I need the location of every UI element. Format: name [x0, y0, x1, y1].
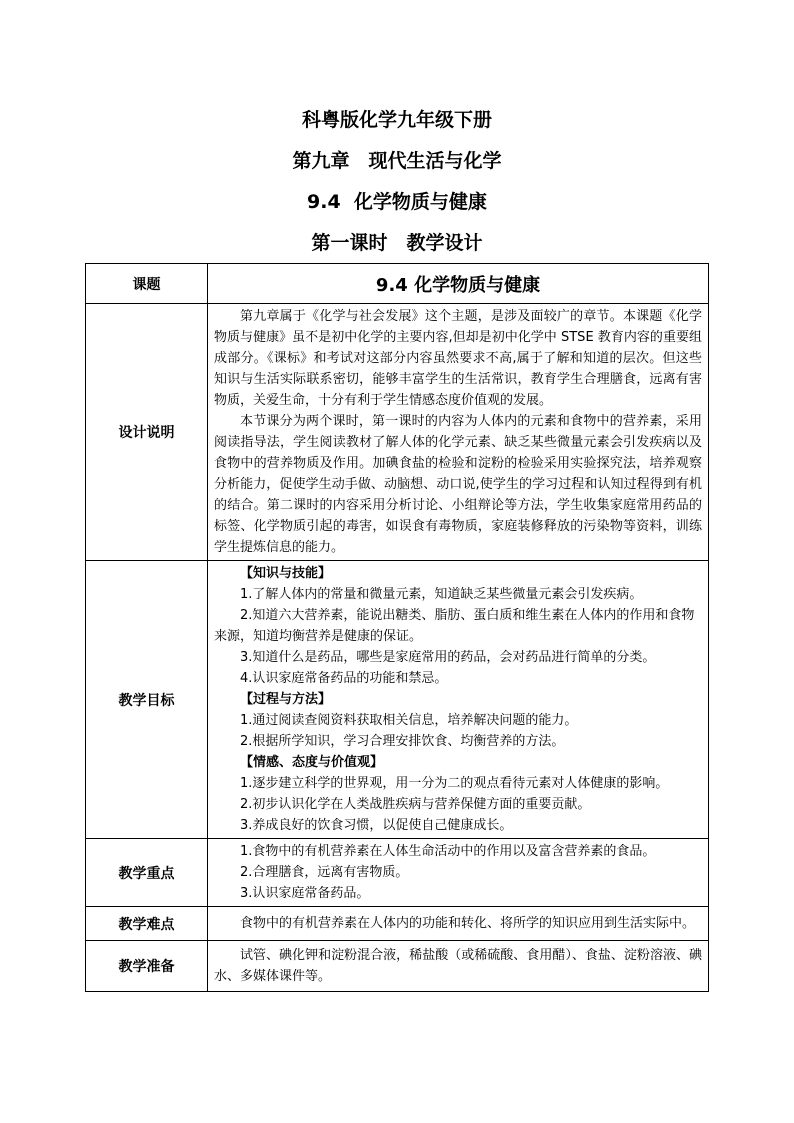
lesson-title: 第一课时 教学设计: [311, 232, 483, 254]
goal-item: 3.知道什么是药品，哪些是家庭常用的药品，会对药品进行简单的分类。: [240, 650, 656, 665]
goal-item: 2.初步认识化学在人类战胜疾病与营养保健方面的重要贡献。: [240, 797, 591, 812]
difficult-points-text: 食物中的有机营养素在人体内的功能和转化、将所学的知识应用到生活实际中。: [240, 916, 696, 931]
table-row-key-points: [86, 839, 709, 907]
goal-item: 1.了解人体内的常量和微量元素，知道缺乏某些微量元素会引发疾病。: [240, 587, 643, 602]
table-row-preparation: [86, 941, 709, 992]
row-label-key-points: 教学重点: [86, 839, 208, 907]
document-header: [0, 100, 794, 264]
goal-item: 1.通过阅读查阅资料获取相关信息，培养解决问题的能力。: [240, 713, 578, 728]
table-row-goals: [86, 561, 709, 839]
goal-item: 3.养成良好的饮食习惯，以促使自己健康成长。: [240, 818, 513, 833]
row-label-goals: 教学目标: [86, 561, 208, 839]
goals-content: [208, 561, 709, 839]
section-title: 9.4 化学物质与健康: [307, 191, 487, 213]
key-point-item: 3.认识家庭常备药品。: [240, 886, 370, 901]
book-title: 科粤版化学九年级下册: [301, 109, 492, 131]
lesson-plan-table: [85, 263, 709, 992]
key-point-item: 2.合理膳食，远离有害物质。: [240, 865, 409, 880]
row-label-topic: 课题: [86, 264, 208, 304]
row-label-design: 设计说明: [86, 304, 208, 561]
preparation-text: 试管、碘化钾和淀粉混合液，稀盐酸（或稀硫酸、食用醋）、食盐、淀粉溶液、碘水、多媒体课件等。: [214, 948, 702, 984]
goal-item: 4.认识家庭常备药品的功能和禁忌。: [240, 671, 448, 686]
table-row-topic: [86, 264, 709, 304]
table-row-difficult-points: [86, 907, 709, 941]
difficult-points-content: [208, 907, 709, 941]
table-row-design: [86, 304, 709, 561]
design-paragraph: 第九章属于《化学与社会发展》这个主题，是涉及面较广的章节。本课题《化学物质与健康》虽不是初中化学的主要内容,但却是初中化学中 STSE 教育内容的重要组成部分。《课标》和考试对这部分内容虽然要求不高,属于了解和知道的层次。但这些知识与生活实际联系密切，能够丰富学生的生活常识，教育学生合理膳食，远离有害物质，关爱生命，十分有利于学生情感态度价值观的发展。: [214, 309, 702, 408]
row-label-preparation: 教学准备: [86, 941, 208, 992]
goals-section-title: 【知识与技能】: [240, 566, 332, 581]
goals-section-title: 【过程与方法】: [240, 692, 332, 707]
row-label-difficult-points: 教学难点: [86, 907, 208, 941]
goal-item: 2.知道六大营养素，能说出糖类、脂肪、蛋白质和维生素在人体内的作用和食物来源，知道均衡营养是健康的保证。: [214, 608, 695, 644]
key-points-content: [208, 839, 709, 907]
topic-value: 9.4 化学物质与健康: [208, 264, 709, 304]
key-point-item: 1.食物中的有机营养素在人体生命活动中的作用以及富含营养素的食品。: [240, 844, 656, 859]
goal-item: 2.根据所学知识，学习合理安排饮食、均衡营养的方法。: [240, 734, 565, 749]
preparation-content: [208, 941, 709, 992]
design-content: [208, 304, 709, 561]
goal-item: 1.逐步建立科学的世界观，用一分为二的观点看待元素对人体健康的影响。: [240, 776, 669, 791]
goals-section-title: 【情感、态度与价值观】: [240, 755, 384, 770]
chapter-title: 第九章 现代生活与化学: [292, 150, 502, 172]
design-paragraph: 本节课分为两个课时，第一课时的内容为人体内的元素和食物中的营养素，采用阅读指导法，学生阅读教材了解人体的化学元素、缺乏某些微量元素会引发疾病以及食物中的营养物质及作用。加碘食盐的检验和淀粉的检验采用实验探究法，培养观察分析能力，促使学生动手做、动脑想、动口说,使学生的学习过程和认知过程得到有机的结合。第二课时的内容采用分析讨论、小组辩论等方法，学生收集家庭常用药品的标签、化学物质引起的毒害，如误食有毒物质，家庭装修释放的污染物等资料，训练学生提炼信息的能力。: [214, 414, 702, 555]
